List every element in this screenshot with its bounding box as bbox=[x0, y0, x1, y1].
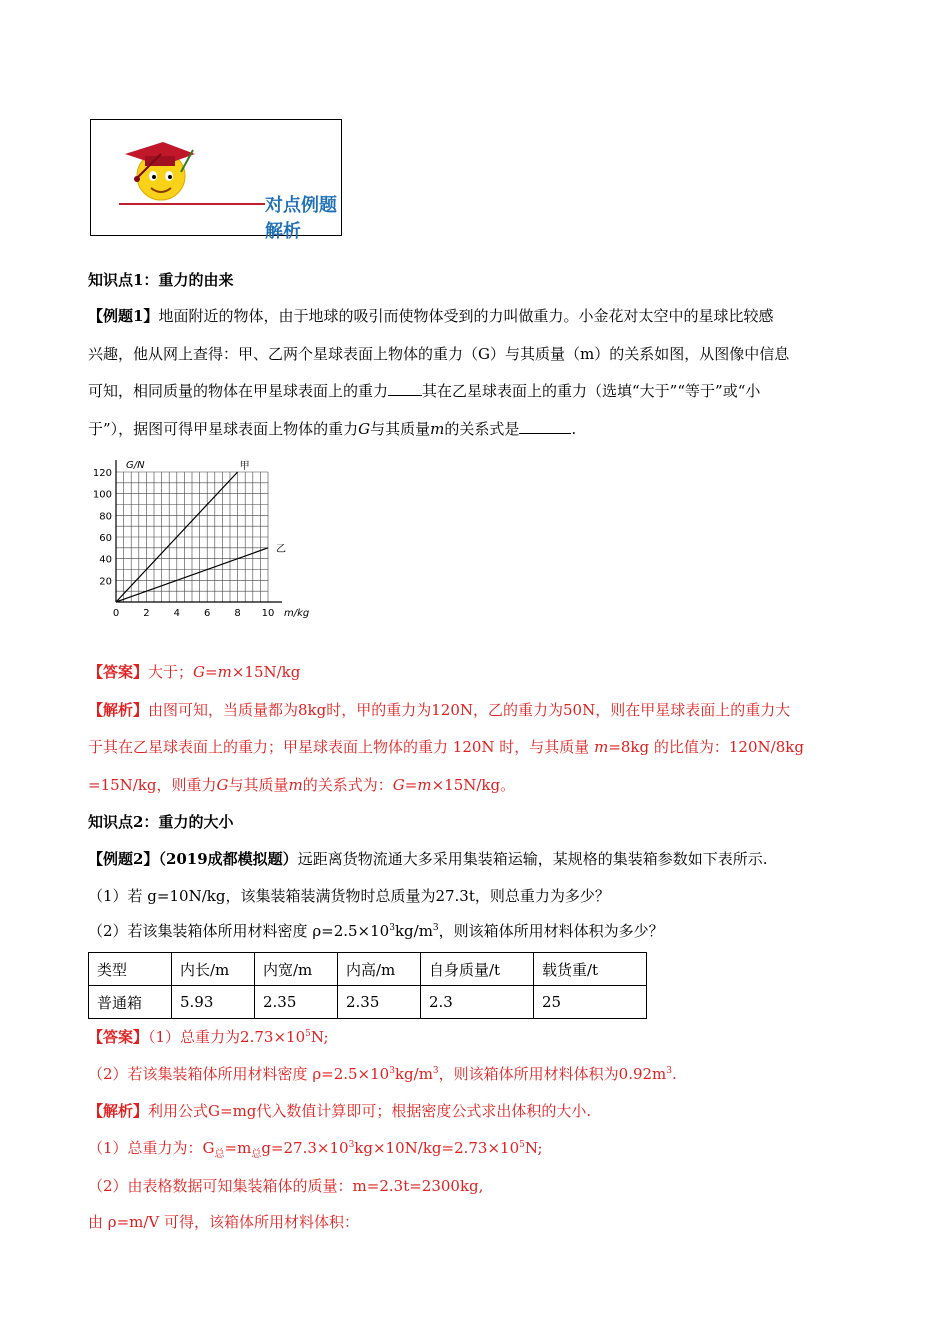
q2-exponent-2: 3 bbox=[432, 923, 439, 933]
analysis-1-text-3c: 的关系式为： bbox=[302, 776, 393, 794]
analysis-1-symbol-g2: G bbox=[392, 776, 405, 794]
answer-blank-2 bbox=[519, 419, 571, 434]
answer-1 bbox=[88, 662, 300, 682]
table-cell: 25 bbox=[534, 986, 647, 1019]
q2-text-a: （2）若该集装箱体所用材料密度 ρ=2.5×10 bbox=[88, 922, 390, 940]
example-2-label: 【例题2】 bbox=[88, 850, 159, 868]
x-tick-label: 2 bbox=[143, 608, 150, 619]
analysis-2-text-2c: g=27.3×10 bbox=[261, 1139, 349, 1157]
analysis-1-text-2b: =8kg 的比值为：120N/8kg bbox=[608, 738, 804, 756]
example-1-text-4a: 于”），据图可得甲星球表面上物体的重力 bbox=[88, 420, 359, 438]
q2-exponent: 3 bbox=[389, 923, 395, 933]
answer-2-exp-2: 3 bbox=[389, 1066, 395, 1076]
x-tick-label: 4 bbox=[173, 608, 180, 619]
analysis-1-text-3e: ×15N/kg。 bbox=[431, 776, 516, 794]
table-header-cell: 自身质量/t bbox=[421, 953, 534, 986]
table-cell: 5.93 bbox=[172, 986, 255, 1019]
y-tick-label: 80 bbox=[99, 511, 112, 523]
analysis-2-text-2d: kg×10N/kg=2.73×10 bbox=[354, 1139, 520, 1157]
example-1-text-4b: 与其质量 bbox=[370, 420, 431, 438]
answer-2-exp-4: 3 bbox=[666, 1066, 673, 1076]
logo-divider bbox=[119, 203, 265, 205]
analysis-1-line-1 bbox=[88, 700, 790, 720]
answer-2-line-2 bbox=[88, 1064, 677, 1084]
example-1-line-1 bbox=[88, 306, 773, 326]
y-tick-label: 120 bbox=[92, 468, 112, 479]
x-tick-label: 8 bbox=[234, 608, 241, 619]
answer-blank-1 bbox=[388, 381, 422, 396]
x-tick-label: 10 bbox=[261, 608, 275, 619]
example-1-line-3 bbox=[88, 381, 760, 401]
table-header-cell: 内高/m bbox=[338, 953, 421, 986]
y-tick-label: 100 bbox=[92, 489, 112, 501]
analysis-2-line-2 bbox=[88, 1138, 543, 1158]
analysis-2-text-2a: （1）总重力为：G bbox=[88, 1139, 215, 1157]
analysis-1-symbol-m3: m bbox=[417, 776, 432, 794]
example-1-line-2: 兴趣，他从网上查得：甲、乙两个星球表面上物体的重力（G）与其质量（m）的关系如图，从图像中信息 bbox=[88, 345, 790, 363]
table-header-cell: 类型 bbox=[89, 953, 172, 986]
answer-1-label: 【答案】 bbox=[88, 663, 149, 681]
answer-2-unit-1: N; bbox=[310, 1028, 329, 1046]
table-header-cell: 内长/m bbox=[172, 953, 255, 986]
x-tick-label: 0 bbox=[112, 608, 120, 619]
answer-2-text-2a: （2）若该集装箱体所用材料密度 ρ=2.5×10 bbox=[88, 1065, 390, 1083]
analysis-2-sub-1: 总 bbox=[214, 1149, 225, 1160]
q2-text-b: kg/m bbox=[394, 922, 433, 940]
table-cell: 2.35 bbox=[338, 986, 421, 1019]
smiley-graduate-icon bbox=[107, 132, 267, 224]
analysis-1-text-3a: =15N/kg，则重力 bbox=[88, 776, 217, 794]
analysis-2-text-1: 利用公式G=mg代入数值计算即可；根据密度公式求出体积的大小. bbox=[148, 1102, 592, 1120]
answer-2-text-2b: kg/m bbox=[394, 1065, 433, 1083]
table-header-cell: 内宽/m bbox=[255, 953, 338, 986]
analysis-1-symbol-g: G bbox=[216, 776, 229, 794]
x-tick-label: 6 bbox=[204, 608, 211, 619]
answer-1-eq: = bbox=[205, 663, 218, 681]
gravity-mass-chart bbox=[88, 447, 338, 627]
symbol-g: G bbox=[358, 420, 371, 438]
example-1-text-1: 地面附近的物体，由于地球的吸引而使物体受到的力叫做重力。小金花对太空中的星球比较感 bbox=[158, 307, 774, 325]
series-label-2: 乙 bbox=[276, 543, 286, 555]
analysis-1-text-2a: 于其在乙星球表面上的重力；甲星球表面上物体的重力 120N 时，与其质量 bbox=[88, 738, 595, 756]
answer-2-text-2d: . bbox=[672, 1065, 677, 1083]
example-1-text-3a: 可知，相同质量的物体在甲星球表面上的重力 bbox=[88, 382, 389, 400]
answer-2-text-2c: ，则该箱体所用材料体积为0.92m bbox=[438, 1065, 667, 1083]
analysis-1-text-3b: 与其质量 bbox=[228, 776, 289, 794]
analysis-2-exp-1: 3 bbox=[348, 1140, 355, 1150]
analysis-2-line-1 bbox=[88, 1101, 591, 1121]
table-cell: 2.3 bbox=[421, 986, 534, 1019]
table-cell: 普通箱 bbox=[89, 986, 172, 1019]
q2-text-c: ，则该箱体所用材料体积为多少？ bbox=[438, 922, 664, 940]
analysis-2-label: 【解析】 bbox=[88, 1102, 149, 1120]
example-1-label: 【例题1】 bbox=[88, 307, 159, 325]
analysis-2-line-4: 由 ρ=m/V 可得，该箱体所用材料体积： bbox=[88, 1213, 360, 1231]
answer-2-exp-3: 3 bbox=[432, 1066, 439, 1076]
example-1-text-3b: 其在乙星球表面上的重力（选填“大于”“等于”或“小 bbox=[422, 382, 761, 400]
y-tick-label: 20 bbox=[99, 576, 112, 588]
chart-axes bbox=[116, 460, 282, 602]
example-1-line-4 bbox=[88, 419, 576, 439]
answer-1-text-b: ×15N/kg bbox=[231, 663, 301, 681]
example-2-line-1 bbox=[88, 849, 767, 869]
analysis-2-exp-2: 5 bbox=[519, 1140, 525, 1150]
series-label-1: 甲 bbox=[239, 461, 250, 472]
analysis-1-text-1: 由图可知，当质量都为8kg时，甲的重力为120N，乙的重力为50N，则在甲星球表面上的重力大 bbox=[148, 701, 791, 719]
example-2-source-tag: （2019成都模拟题） bbox=[158, 850, 298, 868]
y-tick-label: 60 bbox=[99, 533, 112, 544]
answer-2-exp-1: 5 bbox=[305, 1029, 311, 1039]
analysis-2-line-3: （2）由表格数据可知集装箱体的质量：m=2.3t=2300kg, bbox=[88, 1177, 484, 1195]
container-spec-table bbox=[88, 952, 647, 1019]
analysis-2-text-2b: =m bbox=[224, 1139, 252, 1157]
answer-1-symbol-m: m bbox=[217, 663, 232, 681]
analysis-1-eq: = bbox=[404, 776, 418, 794]
analysis-1-label: 【解析】 bbox=[88, 701, 149, 719]
chart-grid bbox=[116, 472, 268, 602]
answer-2-label: 【答案】 bbox=[88, 1028, 149, 1046]
analysis-2-sub-2: 总 bbox=[251, 1149, 262, 1160]
knowledge-point-2-heading: 知识点2：重力的大小 bbox=[88, 813, 234, 831]
table-cell: 2.35 bbox=[255, 986, 338, 1019]
example-1-text-4d: . bbox=[571, 420, 577, 438]
table-header-cell: 载货重/t bbox=[534, 953, 647, 986]
analysis-1-symbol-m2: m bbox=[288, 776, 303, 794]
section-logo bbox=[90, 119, 342, 242]
example-2-question-1: （1）若 g=10N/kg，该集装箱装满货物时总质量为27.3t，则总重力为多少？ bbox=[88, 887, 610, 905]
knowledge-point-1-heading: 知识点1：重力的由来 bbox=[88, 271, 234, 289]
answer-1-symbol-g: G bbox=[193, 663, 206, 681]
logo-caption: 对点例题解析 bbox=[265, 195, 337, 242]
analysis-2-text-2e: N; bbox=[524, 1139, 543, 1157]
table-header-row bbox=[89, 953, 647, 986]
example-2-text-1: 远距离货物流通大多采用集装箱运输，某规格的集装箱参数如下表所示. bbox=[297, 850, 768, 868]
y-tick-label: 40 bbox=[99, 554, 112, 566]
example-1-text-4c: 的关系式是 bbox=[444, 420, 520, 438]
x-axis-label: m/kg bbox=[284, 608, 310, 619]
analysis-1-line-2 bbox=[88, 737, 804, 757]
y-axis-label: G/N bbox=[126, 460, 145, 471]
symbol-m: m bbox=[430, 420, 445, 438]
analysis-1-symbol-m: m bbox=[594, 738, 609, 756]
answer-2-text-1: （1）总重力为2.73×10 bbox=[148, 1028, 306, 1046]
answer-1-text: 大于； bbox=[148, 663, 194, 681]
table-row bbox=[89, 986, 647, 1019]
chart-ticks bbox=[93, 468, 274, 619]
example-2-question-2 bbox=[88, 921, 664, 941]
analysis-1-line-3 bbox=[88, 775, 515, 795]
answer-2-line-1 bbox=[88, 1027, 329, 1047]
